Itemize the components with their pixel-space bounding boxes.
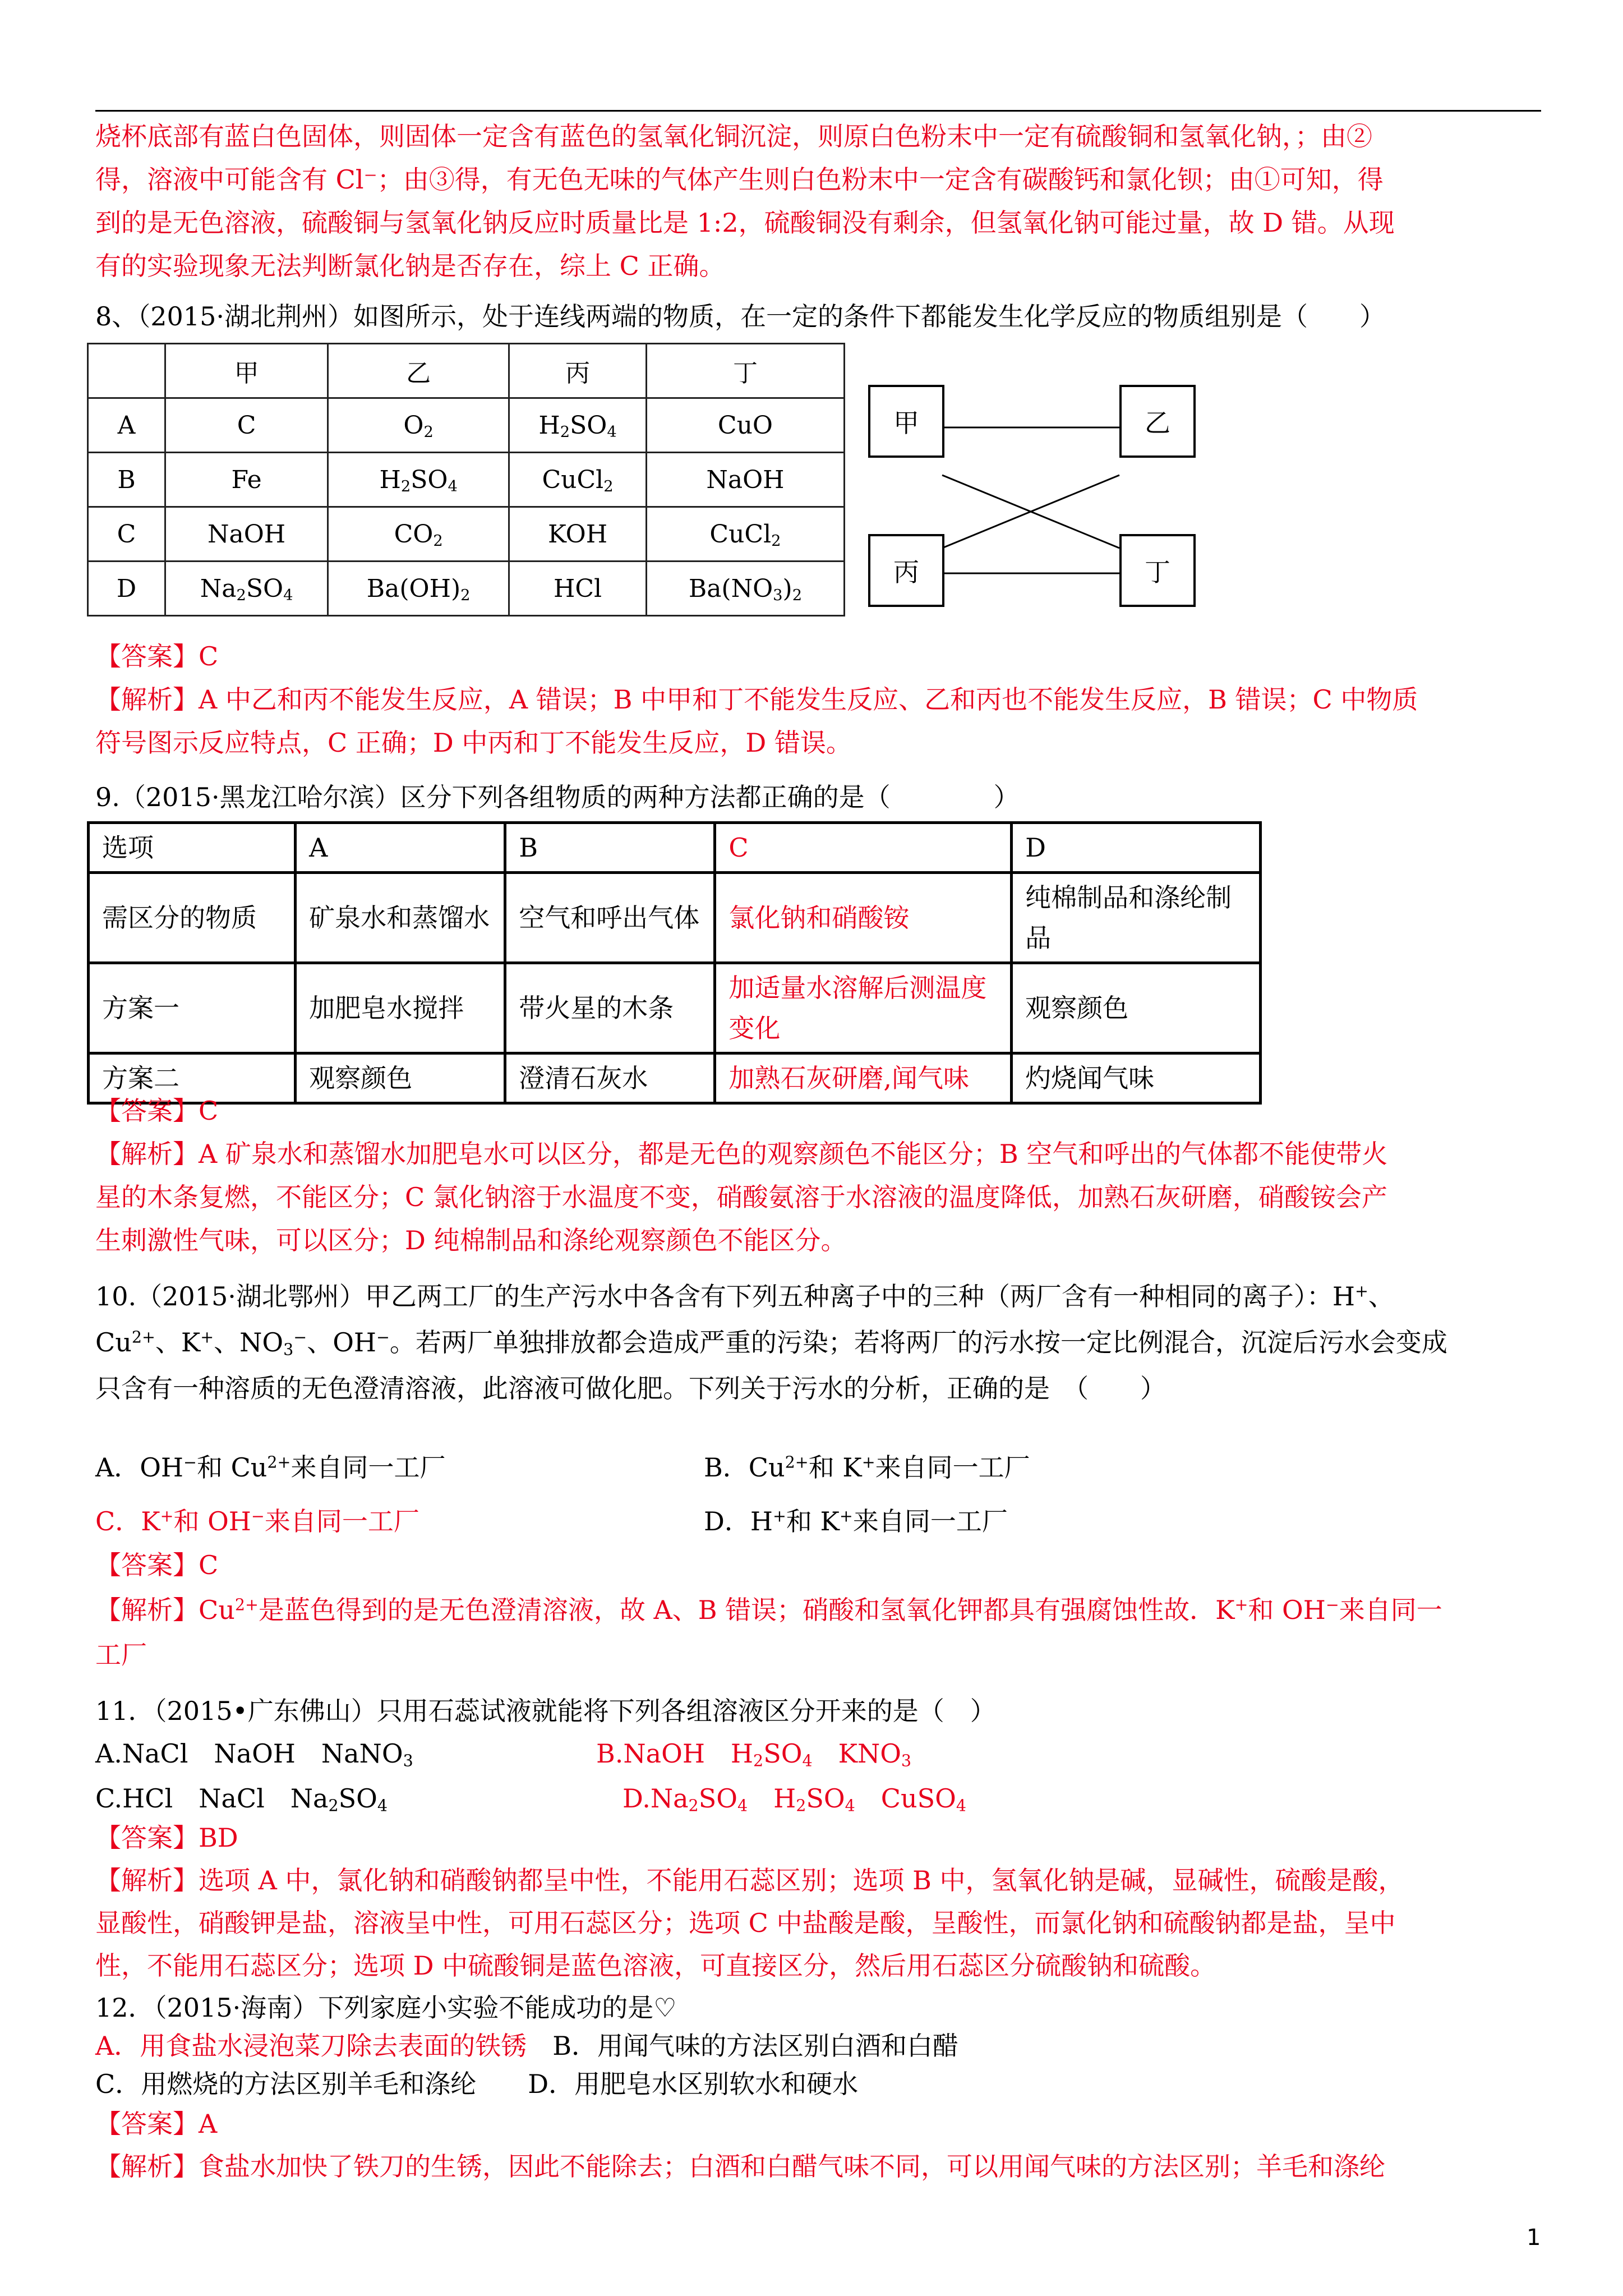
table-cell: 乙 <box>328 344 509 398</box>
table-cell: 观察颜色 <box>296 1053 505 1103</box>
table-cell: HCl <box>509 562 647 616</box>
table-cell: 丙 <box>509 344 647 398</box>
q11-question <box>95 1690 1542 1732</box>
analysis-text: 和 OH <box>1248 1595 1326 1625</box>
table-cell: 需区分的物质 <box>89 873 296 963</box>
table-cell: D <box>1012 823 1261 873</box>
table-cell: 方案一 <box>89 963 296 1053</box>
opt-text: 来自同一工厂 <box>264 1506 419 1536</box>
opt-text: 和 K <box>808 1452 862 1483</box>
table-cell: 带火星的木条 <box>505 963 715 1053</box>
q10-line: 只含有一种溶质的无色澄清溶液，此溶液可做化肥。下列关于污水的分析，正确的是 （ ） <box>95 1373 1166 1404</box>
table-cell: $Na_2SO_4$ <box>165 562 328 616</box>
table-cell: D <box>88 562 165 616</box>
opt-text: 和 Cu <box>196 1452 268 1483</box>
q11-question-text: 11．（2015•广东佛山）只用石蕊试液就能将下列各组溶液区分开来的是（ ） <box>95 1696 996 1726</box>
table-cell: CuCl$_2$ <box>646 507 844 562</box>
table-cell: Fe <box>165 453 328 507</box>
table-cell: A <box>296 823 505 873</box>
table-cell: 观察颜色 <box>1012 963 1261 1053</box>
q10-text: 、K <box>155 1327 201 1358</box>
table-cell: CuO <box>646 398 844 453</box>
table-cell: 加肥皂水搅拌 <box>296 963 505 1053</box>
q11-option-c: C.HCl NaCl $Na_2SO_4$ <box>95 1783 388 1815</box>
node-ding: 丁 <box>1119 534 1196 607</box>
opt-text: B．Cu <box>704 1452 785 1483</box>
table-cell: 澄清石灰水 <box>505 1053 715 1103</box>
table-row <box>88 344 845 398</box>
analysis-line: 星的木条复燃，不能区分；C 氯化钠溶于水温度不变，硝酸氨溶于水溶液的温度降低，加熟石灰研磨，硝酸铵会产 <box>95 1182 1387 1212</box>
opt-text: C．K <box>95 1506 160 1536</box>
table-cell: 甲 <box>165 344 328 398</box>
analysis-line: 【解析】$Cu^{2+}$是蓝色得到的是无色澄清溶液，故 A、B 错误；硝酸和氢氧化钾都具有强腐蚀性故．K+和 OH−来自同一 <box>95 1595 1442 1625</box>
q9-question <box>95 776 1542 819</box>
analysis-line: 性，不能用石蕊区分；选项 D 中硫酸铜是蓝色溶液，可直接区分，然后用石蕊区分硫酸钠和硫酸。 <box>95 1950 1216 1981</box>
table-cell: $H_2SO_4$ <box>509 398 647 453</box>
q10-text: 、NO <box>214 1327 284 1358</box>
opt-text: A．OH <box>95 1452 184 1483</box>
q8-table <box>87 343 845 616</box>
table-cell: B <box>88 453 165 507</box>
page-number: 1 <box>1527 2225 1541 2251</box>
table-cell: 方案二 <box>89 1053 296 1103</box>
table-cell: A <box>88 398 165 453</box>
table-cell: 矿泉水和蒸馏水 <box>296 873 505 963</box>
q10-line: $Cu^{2+}$、K+、$NO_3^-$、OH−。若两厂单独排放都会造成严重的污染；若将两厂的污水按一定比例混合，沉淀后污水会变成 <box>95 1327 1447 1359</box>
node-yi: 乙 <box>1119 385 1196 458</box>
table-cell: 灼烧闻气味 <box>1012 1053 1261 1103</box>
table-row <box>89 873 1261 963</box>
q8-solution <box>95 635 1542 765</box>
analysis-line: 显酸性，硝酸钾是盐，溶液呈中性，可用石蕊区分；选项 C 中盐酸是酸，呈酸性，而氯化钠和硫酸钠都是盐，呈中 <box>95 1908 1396 1938</box>
q12-question-text: 12．（2015·海南）下列家庭小实验不能成功的是♡ <box>95 1993 677 2023</box>
intro-line: 得，溶液中可能含有 Cl⁻；由③得，有无色无味的气体产生则白色粉末中一定含有碳酸钙和氯化钡；由①可知，得 <box>95 164 1384 195</box>
analysis-line: 【解析】食盐水加快了铁刀的生锈，因此不能除去；白酒和白醋气味不同，可以用闻气味的方法区别；羊毛和涤纶 <box>95 2151 1385 2182</box>
header-rule <box>95 110 1541 112</box>
table-cell: 纯棉制品和涤纶制品 <box>1012 873 1261 963</box>
q8-question <box>95 295 1542 338</box>
q12-solution <box>95 2102 1542 2188</box>
table-cell: CuCl$_2$ <box>509 453 647 507</box>
analysis-line: 【解析】A 中乙和丙不能发生反应，A 错误；B 中甲和丁不能发生反应、乙和丙也不能发生反应，B 错误；C 中物质 <box>95 684 1418 715</box>
q10-text: 、OH <box>307 1327 377 1358</box>
q12-question <box>95 1989 1542 2103</box>
q11-solution <box>95 1816 1542 1987</box>
table-row <box>89 963 1261 1053</box>
q12-option-a: A．用食盐水浸泡菜刀除去表面的铁锈 <box>95 2031 527 2061</box>
table-cell: 丁 <box>646 344 844 398</box>
intro-line: 有的实验现象无法判断氯化钠是否存在，综上 C 正确。 <box>95 251 725 281</box>
q9-question-text: 9.（2015·黑龙江哈尔滨）区分下列各组物质的两种方法都正确的是（ ） <box>95 782 1020 812</box>
q10-line: 10.（2015·湖北鄂州）甲乙两工厂的生产污水中各含有下列五种离子中的三种（两厂含有一种相同的离子）：H+、 <box>95 1281 1394 1312</box>
table-cell: NaOH <box>165 507 328 562</box>
opt-text: D．H <box>704 1506 773 1536</box>
q12-options-row2 <box>95 2065 1542 2103</box>
q10-option-c: C．K+和 OH−来自同一工厂 <box>95 1506 419 1536</box>
q11-option-d: $D.Na_2SO_4$ $H_2SO_4$ CuSO$_4$ <box>623 1783 966 1815</box>
analysis-line: 工厂 <box>95 1640 147 1670</box>
answer-label: 【答案】C <box>95 1096 219 1126</box>
node-jia: 甲 <box>868 385 944 458</box>
q10-text: 10.（2015·湖北鄂州）甲乙两工厂的生产污水中各含有下列五种离子中的三种（两厂含有一种相同的离子）：H <box>95 1281 1355 1312</box>
table-row <box>89 823 1261 873</box>
analysis-text: 是蓝色得到的是无色澄清溶液，故 A、B 错误；硝酸和氢氧化钾都具有强腐蚀性故．K <box>258 1595 1235 1625</box>
q11-option-a: A.NaCl NaOH NaNO$_3$ <box>95 1738 413 1770</box>
q10-option-a: A．OH−和 $Cu^{2+}$来自同一工厂 <box>95 1452 446 1483</box>
opt-text: 和 OH <box>173 1506 251 1536</box>
q8-diagram <box>868 371 1193 607</box>
q12-option-d: D．用肥皂水区别软水和硬水 <box>528 2069 859 2099</box>
q10-option-d: D．H+和 K+来自同一工厂 <box>704 1506 1008 1536</box>
answer-label: 【答案】BD <box>95 1823 238 1853</box>
table-cell: $Ba(NO_3)_2$ <box>646 562 844 616</box>
table-cell: 氯化钠和硝酸铵 <box>715 873 1012 963</box>
q10-text: 。若两厂单独排放都会造成严重的污染；若将两厂的污水按一定比例混合，沉淀后污水会变成 <box>389 1327 1447 1358</box>
table-cell <box>88 344 165 398</box>
analysis-line: 【解析】A 矿泉水和蒸馏水加肥皂水可以区分，都是无色的观察颜色不能区分；B 空气和呼出的气体都不能使带火 <box>95 1139 1388 1169</box>
table-cell: C <box>715 823 1012 873</box>
node-bing: 丙 <box>868 534 944 607</box>
table-cell: C <box>88 507 165 562</box>
q8-question-text: 8、（2015·湖北荆州）如图所示，处于连线两端的物质，在一定的条件下都能发生化学反应的物质组别是（ ） <box>95 301 1385 332</box>
analysis-text: 来自同一 <box>1339 1595 1442 1625</box>
answer-label: 【答案】C <box>95 1550 219 1580</box>
table-row <box>88 507 845 562</box>
q12-option-b: B．用闻气味的方法区别白酒和白醋 <box>552 2031 959 2061</box>
intro-line: 烧杯底部有蓝白色固体，则固体一定含有蓝色的氢氧化铜沉淀，则原白色粉末中一定有硫酸铜和氢氧化钠，；由② <box>95 121 1372 151</box>
table-cell: 选项 <box>89 823 296 873</box>
analysis-line: 符号图示反应特点，C 正确；D 中丙和丁不能发生反应，D 错误。 <box>95 728 852 758</box>
analysis-line: 【解析】选项 A 中，氯化钠和硝酸钠都呈中性，不能用石蕊区别；选项 B 中，氢氧化钠是碱，显碱性，硫酸是酸， <box>95 1865 1404 1895</box>
intro-analysis <box>95 115 1542 288</box>
table-row <box>88 398 845 453</box>
table-cell: B <box>505 823 715 873</box>
q10-solution <box>95 1543 1542 1677</box>
q10-option-b: B．$Cu^{2+}$和 K+来自同一工厂 <box>704 1452 1030 1483</box>
q9-solution <box>95 1089 1542 1262</box>
table-cell: $H_2SO_4$ <box>328 453 509 507</box>
q12-options-row1 <box>95 2027 1542 2065</box>
table-cell: 空气和呼出气体 <box>505 873 715 963</box>
table-cell: $Ba(OH)_2$ <box>328 562 509 616</box>
analysis-line: 生刺激性气味，可以区分；D 纯棉制品和涤纶观察颜色不能区分。 <box>95 1225 847 1255</box>
q12-option-c: C．用燃烧的方法区别羊毛和涤纶 <box>95 2069 477 2099</box>
q10-text: Cu <box>95 1327 132 1358</box>
analysis-text: 【解析】Cu <box>95 1595 235 1625</box>
table-cell: KOH <box>509 507 647 562</box>
table-cell: $O_2$ <box>328 398 509 453</box>
table-cell: $CO_2$ <box>328 507 509 562</box>
table-cell: 加适量水溶解后测温度变化 <box>715 963 1012 1053</box>
table-cell: NaOH <box>646 453 844 507</box>
q11-option-b: B.NaOH $H_2SO_4$ $KNO_3$ <box>596 1738 912 1770</box>
table-row <box>88 453 845 507</box>
opt-text: 来自同一工厂 <box>291 1452 446 1483</box>
q9-table <box>87 821 1262 1105</box>
opt-text: 来自同一工厂 <box>852 1506 1008 1536</box>
opt-text: 和 K <box>786 1506 840 1536</box>
table-cell: 加熟石灰研磨,闻气味 <box>715 1053 1012 1103</box>
table-cell: C <box>165 398 328 453</box>
table-row <box>88 562 845 616</box>
intro-line: 到的是无色溶液，硫酸铜与氢氧化钠反应时质量比是 1:2，硫酸铜没有剩余，但氢氧化钠可能过量，故 D 错。从现 <box>95 208 1395 238</box>
q10-question <box>95 1273 1542 1411</box>
answer-label: 【答案】C <box>95 641 219 671</box>
opt-text: 来自同一工厂 <box>875 1452 1030 1483</box>
answer-label: 【答案】A <box>95 2109 218 2139</box>
